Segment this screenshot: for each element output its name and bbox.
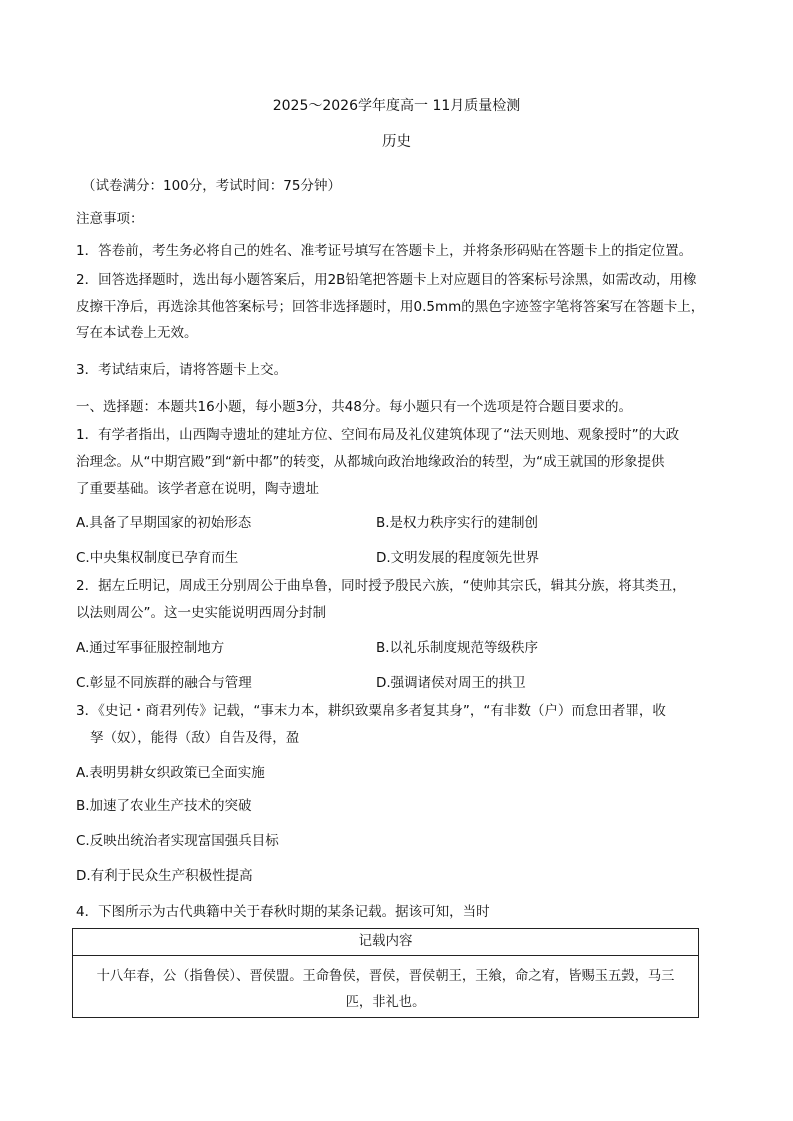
q2-option-d: D.强调诸侯对周王的拱卫 (376, 675, 526, 691)
q1-option-d: D.文明发展的程度领先世界 (376, 550, 540, 566)
q1-stem-line-1: 1．有学者指出，山西陶寺遗址的建址方位、空间布局及礼仪建筑体现了“法天则地、观象授时”的大政 (76, 427, 680, 443)
q1-stem-line-2: 治理念。从“中期宫殿”到“新中都”的转变，从都城向政治地缘政治的转型，为“成王就国的形象提供 (76, 454, 665, 470)
q2-option-b: B.以礼乐制度规范等级秩序 (376, 640, 539, 656)
notice-heading: 注意事项： (76, 211, 144, 227)
table-text-line-1: 十八年春，公（指鲁侯）、晋侯盟。王命鲁侯，晋侯，晋侯朝王，王飨，命之宥，皆赐玉五瑴，马三 (96, 968, 675, 984)
notice-item-2-line-2: 皮擦干净后，再选涂其他答案标号；回答非选择题时，用0.5mm的黑色字迹签字笔将答案写在答题卡上， (76, 299, 705, 315)
q2-option-c: C.彰显不同族群的融合与管理 (76, 675, 252, 691)
q3-option-b: B.加速了农业生产技术的突破 (76, 798, 252, 814)
notice-item-1: 1．答卷前，考生务必将自己的姓名、准考证号填写在答题卡上，并将条形码贴在答题卡上的指定位置。 (76, 243, 693, 259)
q3-option-c: C.反映出统治者实现富国强兵目标 (76, 833, 279, 849)
subject-title: 历史 (382, 134, 411, 150)
q3-stem-line-2: 孥（奴），能得（敌）自告及得，盈 (90, 730, 300, 746)
q3-option-a: A.表明男耕女织政策已全面实施 (76, 765, 265, 781)
q3-option-d: D.有利于民众生产积极性提高 (76, 868, 253, 884)
q2-option-a: A.通过军事征服控制地方 (76, 640, 225, 656)
exam-title: 2025～2026学年度高一 11月质量检测 (272, 98, 521, 114)
table-header: 记载内容 (73, 929, 698, 956)
q2-stem-line-1: 2．据左丘明记，周成王分别周公于曲阜鲁，同时授予殷民六族，“使帅其宗氏，辑其分族，将其类丑， (76, 578, 686, 594)
q3-stem-line-1: 3．《史记・商君列传》记载，“事末力本，耕织致粟帛多者复其身”，“有非数（户）而怠田者罪，收 (76, 703, 666, 719)
table-text-line-2: 匹，非礼也。 (345, 994, 426, 1010)
q4-stem-line-1: 4．下图所示为古代典籍中关于春秋时期的某条记载。据该可知，当时 (76, 904, 490, 920)
q1-stem-line-3: 了重要基础。该学者意在说明，陶寺遗址 (76, 481, 319, 497)
notice-item-2-line-3: 写在本试卷上无效。 (76, 325, 198, 341)
record-table (72, 928, 699, 1018)
q1-option-b: B.是权力秩序实行的建制创 (376, 515, 539, 531)
q1-option-c: C.中央集权制度已孕育而生 (76, 550, 239, 566)
section-heading: 一、选择题：本题共16小题，每小题3分，共48分。每小题只有一个选项是符合题目要求的。 (76, 399, 632, 415)
q2-stem-line-2: 以法则周公”。这一史实能说明西周分封制 (76, 605, 326, 621)
notice-item-3: 3．考试结束后，请将答题卡上交。 (76, 362, 288, 378)
q1-option-a: A.具备了早期国家的初始形态 (76, 515, 252, 531)
notice-item-2-line-1: 2．回答选择题时，选出每小题答案后，用2B铅笔把答题卡上对应题目的答案标号涂黑，如需改动，用橡 (76, 272, 697, 288)
exam-info: （试卷满分：100分，考试时间：75分钟） (82, 178, 341, 194)
